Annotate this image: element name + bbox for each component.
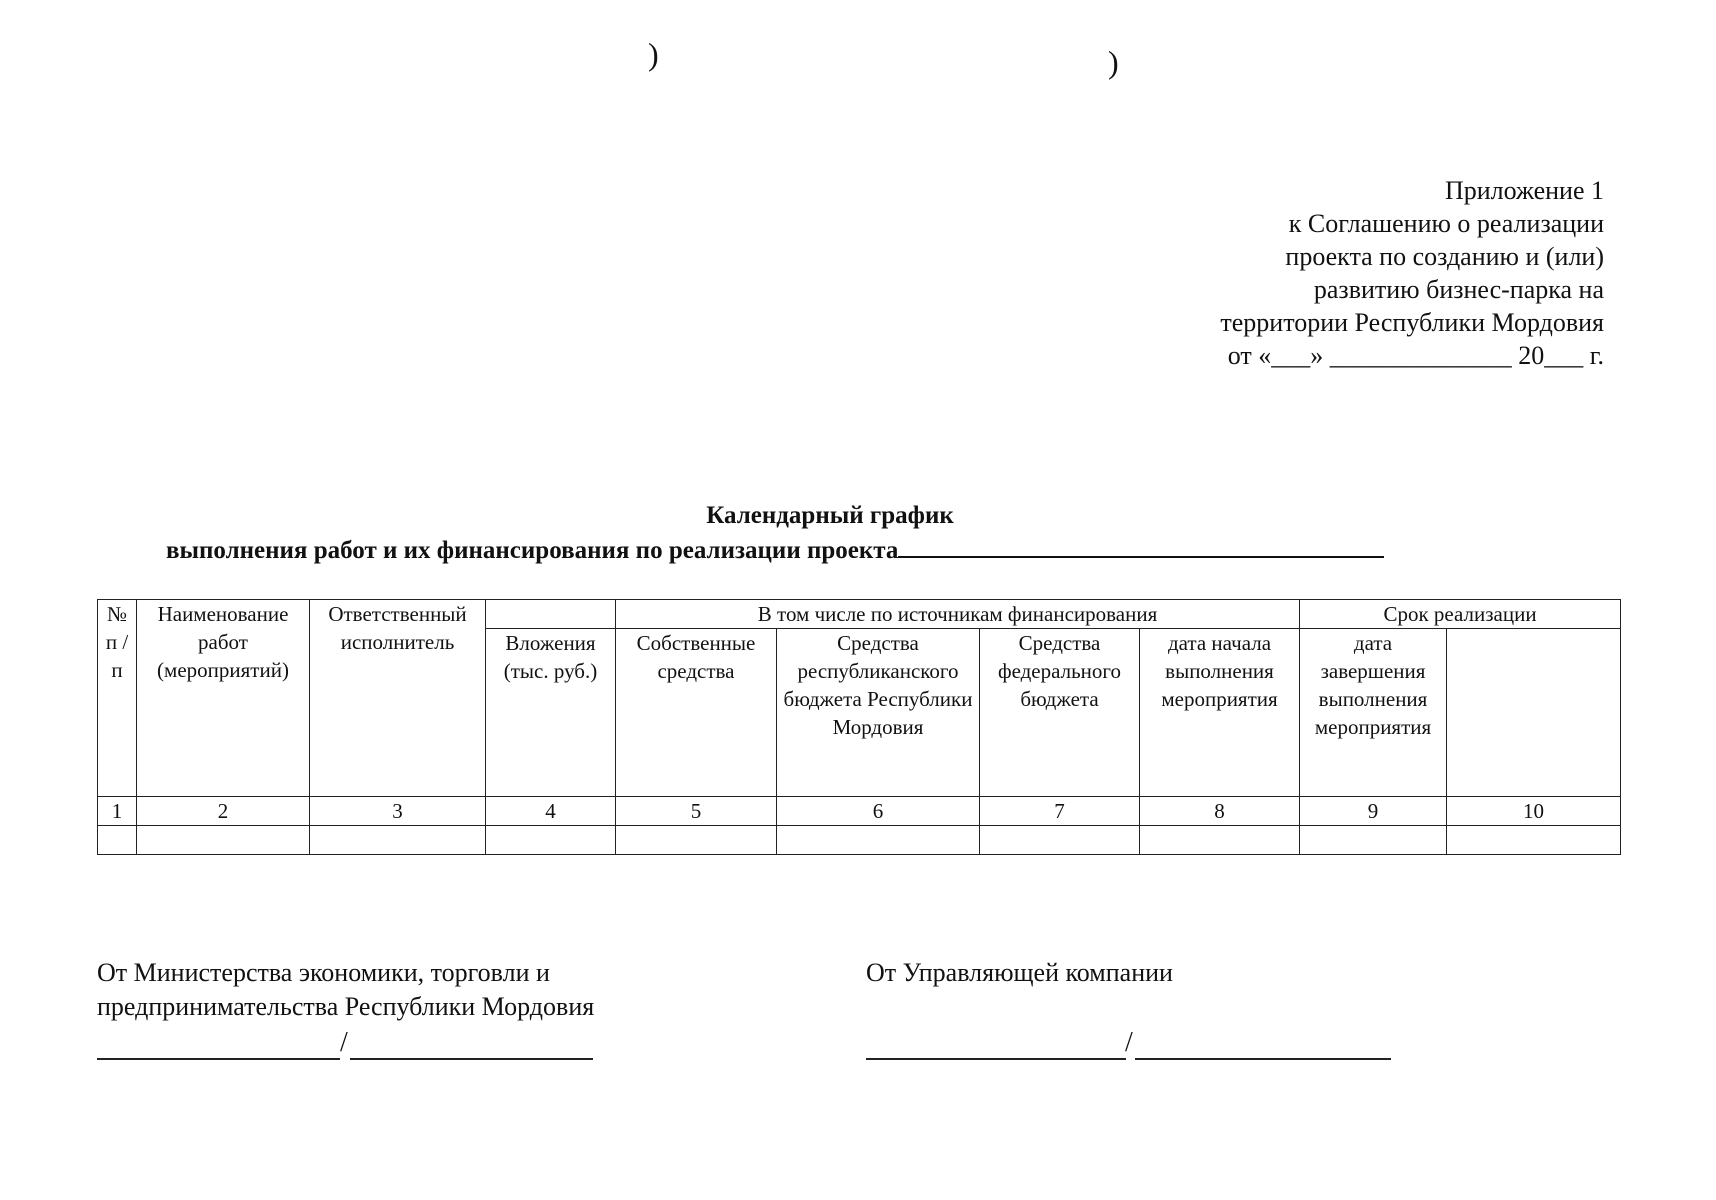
empty-cell [98, 826, 137, 855]
empty-cell [486, 826, 616, 855]
appendix-line: Приложение 1 [1444, 176, 1604, 205]
appendix-header [1084, 174, 1604, 372]
column-number: 8 [1140, 797, 1300, 826]
ministry-label: От Министерства экономики, торговли и [97, 958, 550, 987]
project-name-blank [898, 536, 1384, 558]
company-label: От Управляющей компании [866, 958, 1173, 987]
column-number: 10 [1447, 797, 1621, 826]
signature-separator: / [340, 1027, 348, 1058]
empty-cell [310, 826, 486, 855]
empty-cell [980, 826, 1140, 855]
ministry-label: предпринимательства Республики Мордовия [97, 992, 595, 1021]
header-start-date: дата начала выполнения мероприятия [1140, 629, 1300, 797]
table-row [98, 826, 1621, 855]
header-investments: Вложения (тыс. руб.) [486, 629, 616, 797]
column-number: 1 [98, 797, 137, 826]
empty-cell [1300, 826, 1447, 855]
header-federal-budget: Средства федерального бюджета [980, 629, 1140, 797]
schedule-table [97, 599, 1621, 855]
column-number: 5 [616, 797, 777, 826]
company-signature-block [866, 956, 1173, 990]
column-number: 9 [1300, 797, 1447, 826]
signature-line [1135, 1058, 1391, 1060]
empty-cell [1140, 826, 1300, 855]
signature-line [350, 1058, 593, 1060]
column-number: 6 [777, 797, 980, 826]
header-republic-budget: Средства республиканского бюджета Республики Мордовия [777, 629, 980, 797]
appendix-line: к Соглашению о реализации [1288, 209, 1604, 238]
appendix-line: проекта по созданию и (или) [1285, 242, 1604, 271]
appendix-line: развитию бизнес-парка на [1313, 275, 1604, 304]
header-number: № п / п [98, 600, 137, 797]
bracket-mark: ) [648, 36, 659, 72]
document-subtitle [166, 536, 1384, 565]
header-end-date: дата завершения выполнения мероприятия [1300, 629, 1447, 797]
appendix-line: территории Республики Мордовия [1220, 308, 1604, 337]
header-empty [486, 600, 616, 629]
column-number: 3 [310, 797, 486, 826]
appendix-date-line: от «___» ______________ 20___ г. [1227, 341, 1604, 370]
column-number: 4 [486, 797, 616, 826]
header-financing-group: В том числе по источникам финансирования [616, 600, 1300, 629]
ministry-signature-block [97, 956, 594, 1024]
signature-separator: / [1125, 1027, 1133, 1058]
column-number: 2 [137, 797, 310, 826]
empty-cell [137, 826, 310, 855]
bracket-mark: ) [1108, 44, 1119, 80]
column-number-row [98, 797, 1621, 826]
subtitle-text: выполнения работ и их финансирования по реализации проекта [166, 537, 899, 564]
header-own-funds: Собственные средства [616, 629, 777, 797]
header-responsible: Ответственный исполнитель [310, 600, 486, 797]
signature-line [866, 1058, 1126, 1060]
column-number: 7 [980, 797, 1140, 826]
empty-cell [616, 826, 777, 855]
empty-cell [1447, 826, 1621, 855]
signature-line [97, 1058, 340, 1060]
empty-cell [777, 826, 980, 855]
document-title: Календарный график [706, 502, 954, 529]
header-work-name: Наименование работ (мероприятий) [137, 600, 310, 797]
header-period-group: Срок реализации [1300, 600, 1621, 629]
